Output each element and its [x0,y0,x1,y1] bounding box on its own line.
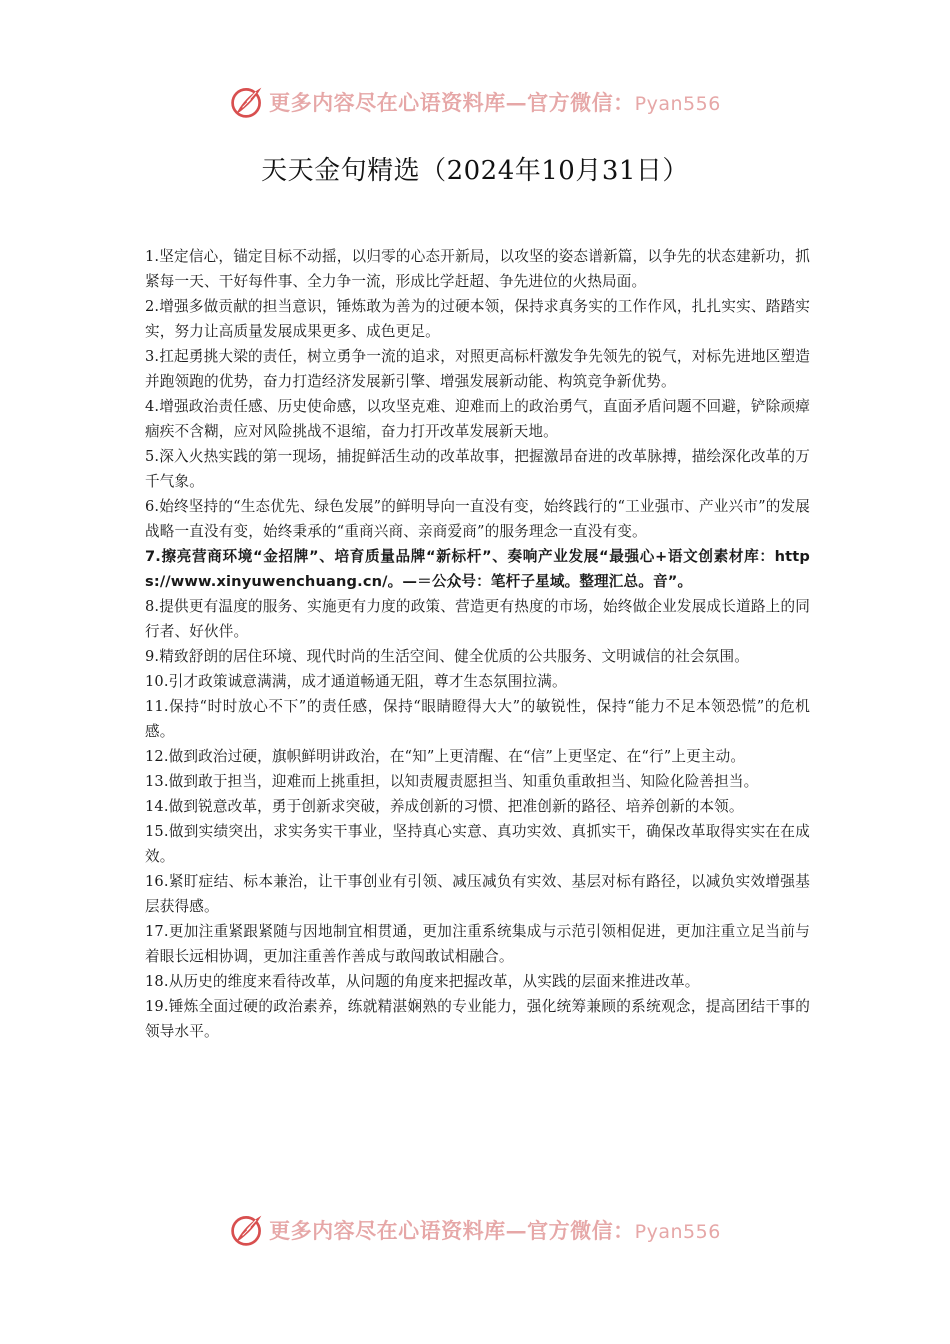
quill-logo-icon [229,84,265,120]
quote-item: 17.更加注重紧跟紧随与因地制宜相贯通，更加注重系统集成与示范引领相促进，更加注重立足当前与着眼长远相协调，更加注重善作善成与敢闯敢试相融合。 [145,923,810,965]
quote-item: 2.增强多做贡献的担当意识，锤炼敢为善为的过硬本领，保持求真务实的工作作风，扎扎实实、踏踏实实，努力让高质量发展成果更多、成色更足。 [145,298,810,340]
quote-item: 10.引才政策诚意满满，成才通道畅通无阻，尊才生态氛围拉满。 [145,673,567,690]
quote-item: 6.始终坚持的“生态优先、绿色发展”的鲜明导向一直没有变，始终践行的“工业强市、产业兴市”的发展战略一直没有变，始终秉承的“重商兴商、亲商爱商”的服务理念一直没有变。 [145,498,810,540]
footer-banner [0,1210,950,1250]
banner-text: 更多内容尽在心语资料库—官方微信：Pyan556 [269,1218,721,1243]
quote-item: 9.精致舒朗的居住环境、现代时尚的生活空间、健全优质的公共服务、文明诚信的社会氛围。 [145,648,749,665]
quote-item: 4.增强政治责任感、历史使命感，以攻坚克难、迎难而上的政治勇气，直面矛盾问题不回避，铲除顽瘴痼疾不含糊，应对风险挑战不退缩，奋力打开改革发展新天地。 [145,398,810,440]
quote-item: 12.做到政治过硬，旗帜鲜明讲政治，在“知”上更清醒、在“信”上更坚定、在“行”上更主动。 [145,748,746,765]
quote-item: 18.从历史的维度来看待改革，从问题的角度来把握改革，从实践的层面来推进改革。 [145,973,700,990]
quote-item: 11.保持“时时放心不下”的责任感，保持“眼睛瞪得大大”的敏锐性，保持“能力不足本领恐慌”的危机感。 [145,698,810,740]
quote-item-promo: 7.擦亮营商环境“金招牌”、培育质量品牌“新标杆”、奏响产业发展“最强心+语文创素材库：https://www.xinyuwenchuang.cn/。—＝公众号：笔杆子星域。整理汇总。音”。 [145,548,810,590]
quote-item: 13.做到敢于担当，迎难而上挑重担，以知责履责愿担当、知重负重敢担当、知险化险善担当。 [145,773,759,790]
quote-list [145,244,810,1044]
quill-logo-icon [229,1212,265,1248]
quote-item: 19.锤炼全面过硬的政治素养，练就精湛娴熟的专业能力，强化统筹兼顾的系统观念，提高团结干事的领导水平。 [145,998,810,1040]
banner-text: 更多内容尽在心语资料库—官方微信：Pyan556 [269,90,721,115]
page-title: 天天金句精选（2024年10月31日） [261,156,689,186]
quote-item: 16.紧盯症结、标本兼治，让干事创业有引领、减压减负有实效、基层对标有路径，以减负实效增强基层获得感。 [145,873,810,915]
header-banner [0,82,950,122]
quote-item: 15.做到实绩突出，求实务实干事业，坚持真心实意、真功实效、真抓实干，确保改革取得实实在在成效。 [145,823,810,865]
quote-item: 14.做到锐意改革，勇于创新求突破，养成创新的习惯、把准创新的路径、培养创新的本领。 [145,798,744,815]
quote-item: 3.扛起勇挑大梁的责任，树立勇争一流的追求，对照更高标杆激发争先领先的锐气，对标先进地区塑造并跑领跑的优势，奋力打造经济发展新引擎、增强发展新动能、构筑竞争新优势。 [145,348,810,390]
quote-item: 8.提供更有温度的服务、实施更有力度的政策、营造更有热度的市场，始终做企业发展成长道路上的同行者、好伙伴。 [145,598,810,640]
quote-item: 5.深入火热实践的第一现场，捕捉鲜活生动的改革故事，把握激昂奋进的改革脉搏，描绘深化改革的万千气象。 [145,448,810,490]
quote-item: 1.坚定信心，锚定目标不动摇，以归零的心态开新局，以攻坚的姿态谱新篇，以争先的状态建新功，抓紧每一天、干好每件事、全力争一流，形成比学赶超、争先进位的火热局面。 [145,248,810,290]
